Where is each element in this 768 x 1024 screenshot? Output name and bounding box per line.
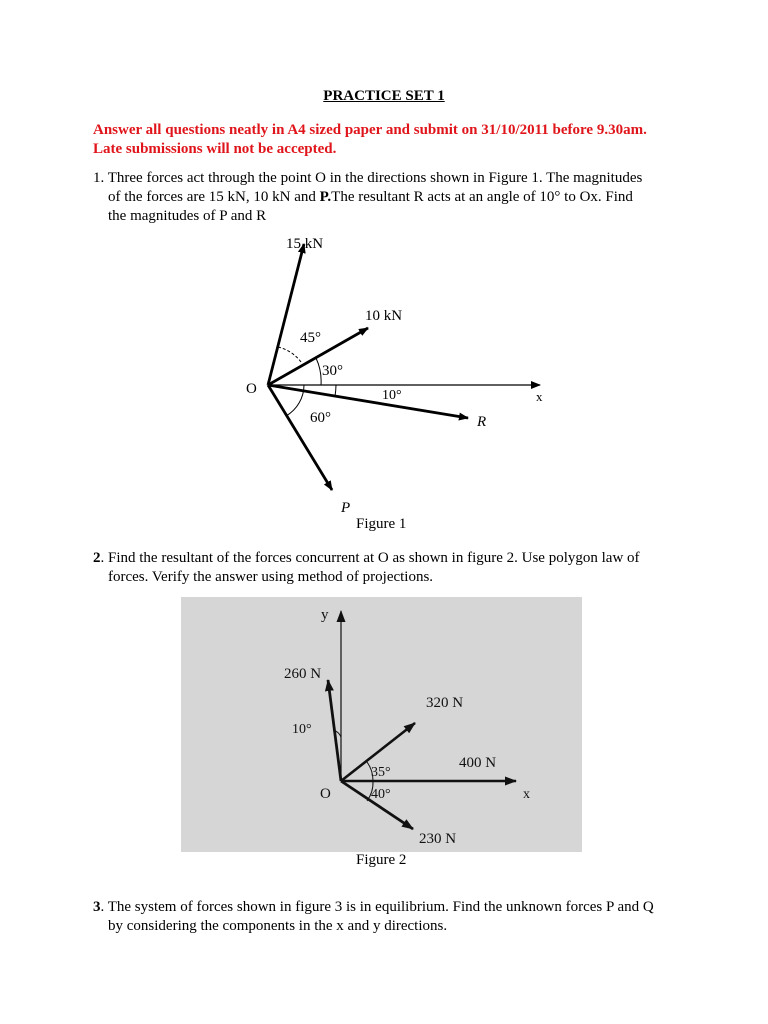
question-1-number: 1. (93, 170, 105, 186)
label-400n: 400 N (459, 755, 497, 771)
label-10kn: 10 kN (365, 308, 403, 324)
question-3-line-1: . The system of forces shown in figure 3 is in equilibrium. Find the unknown forces P and Q (100, 899, 654, 915)
label-10-degrees: 10° (382, 388, 402, 403)
question-1-line-3: the magnitudes of P and R (108, 208, 267, 224)
label-260n: 260 N (284, 666, 322, 682)
instruction-line-2: Late submissions will not be accepted. (93, 141, 337, 157)
label-x: x (523, 787, 530, 802)
question-3-line-2: by considering the components in the x and y directions. (108, 918, 448, 934)
question-2-line-2: forces. Verify the answer using method of projections. (108, 569, 434, 585)
label-r: R (477, 414, 487, 430)
label-y: y (321, 607, 329, 623)
question-2-number: 2 (93, 550, 101, 566)
figure-2-caption: Figure 2 (356, 852, 407, 868)
label-origin-o: O (246, 381, 257, 397)
label-230n: 230 N (419, 831, 457, 847)
label-p: P (341, 500, 351, 513)
label-x: x (536, 389, 543, 404)
label-15kn: 15 kN (286, 236, 324, 252)
label-origin-o: O (320, 786, 331, 802)
figure-1 (240, 228, 570, 513)
figure-1-caption: Figure 1 (356, 516, 407, 532)
question-2 (93, 549, 693, 587)
label-35-degrees: 35° (371, 765, 391, 780)
angle-30-arc (316, 358, 321, 385)
label-60-degrees: 60° (310, 410, 331, 426)
label-30-degrees: 30° (322, 363, 343, 379)
question-1-line-2b: P. (319, 189, 332, 205)
label-45-degrees: 45° (300, 330, 321, 346)
figure-2 (181, 597, 582, 852)
angle-10-arc (335, 385, 336, 396)
submission-instructions (93, 121, 713, 159)
label-10-degrees: 10° (292, 722, 312, 737)
question-1-line-2c: The resultant R acts at an angle of 10° to Ox. Find (331, 189, 633, 205)
question-1 (93, 169, 693, 226)
instruction-line-1: Answer all questions neatly in A4 sized paper and submit on 31/10/2011 before 9.30am. (93, 122, 647, 138)
angle-45-arc (278, 347, 301, 362)
question-2-line-1: . Find the resultant of the forces concurrent at O as shown in figure 2. Use polygon law of (100, 550, 640, 566)
label-320n: 320 N (426, 695, 464, 711)
figure-2-background (181, 597, 582, 852)
question-3-number: 3 (93, 899, 101, 915)
question-1-line-1: Three forces act through the point O in the directions shown in Figure 1. The magnitudes (107, 170, 643, 186)
question-1-line-2a: of the forces are 15 kN, 10 kN and (108, 189, 320, 205)
page-title: PRACTICE SET 1 (323, 88, 445, 104)
force-15kn-arrow (268, 244, 304, 385)
label-40-degrees: 40° (371, 787, 391, 802)
question-3 (93, 898, 693, 936)
resultant-r-arrow (268, 385, 468, 418)
